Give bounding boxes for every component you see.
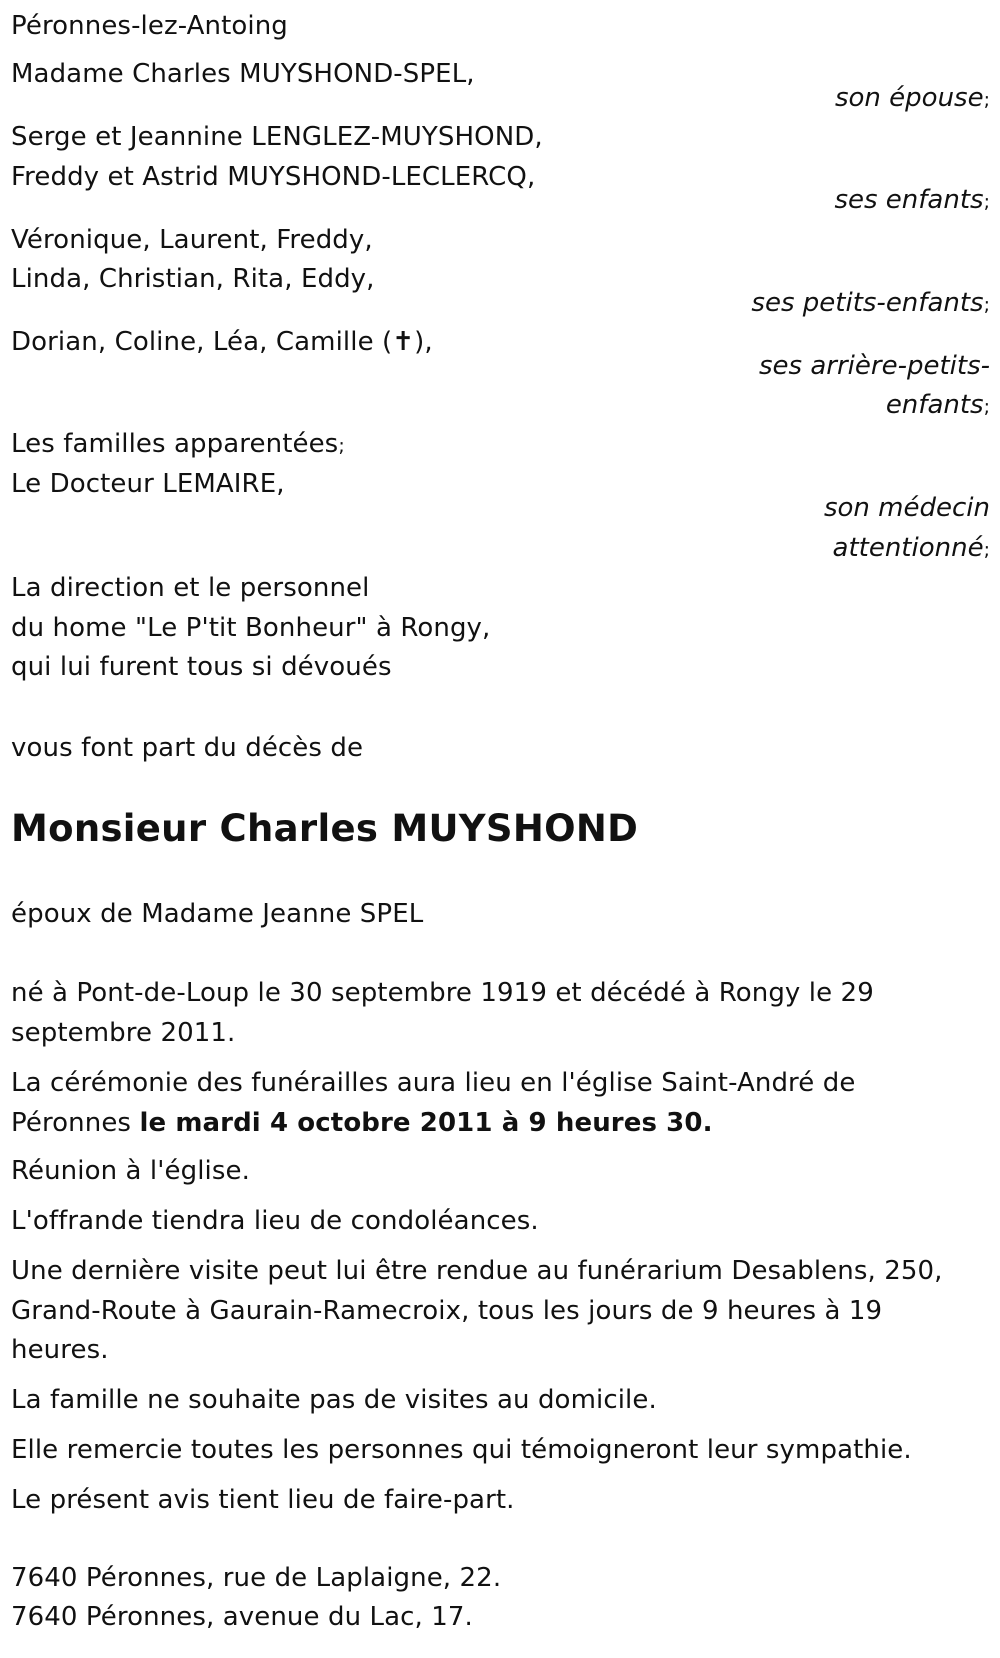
relation-label: ses enfants; <box>834 185 990 215</box>
thanks-text: Elle remercie toutes les personnes qui témoigneront leur sympathie. <box>11 1435 912 1465</box>
relation-label: ses petits-enfants; <box>751 288 990 318</box>
spouse-line: époux de Madame Jeanne SPEL <box>11 899 424 929</box>
family-line: Serge et Jeannine LENGLEZ-MUYSHOND, <box>11 122 543 152</box>
family-line: Véronique, Laurent, Freddy, <box>11 225 373 255</box>
notice-text: Le présent avis tient lieu de faire-part. <box>11 1485 515 1515</box>
birth-death-text: septembre 2011. <box>11 1018 236 1048</box>
ceremony-date: le mardi 4 octobre 2011 à 9 heures 30. <box>139 1108 713 1138</box>
family-line: Freddy et Astrid MUYSHOND-LECLERCQ, <box>11 162 536 192</box>
offering-text: L'offrande tiendra lieu de condoléances. <box>11 1206 539 1236</box>
no-visits-text: La famille ne souhaite pas de visites au domicile. <box>11 1385 657 1415</box>
ceremony-text: La cérémonie des funérailles aura lieu en l'église Saint-André de <box>11 1068 856 1098</box>
visit-text: heures. <box>11 1335 109 1365</box>
family-line: du home "Le P'tit Bonheur" à Rongy, <box>11 613 491 643</box>
visit-text: Une dernière visite peut lui être rendue au funérarium Desablens, 250, <box>11 1256 943 1286</box>
family-line: Le Docteur LEMAIRE, <box>11 469 285 499</box>
relation-label: ses arrière-petits- <box>759 351 990 381</box>
cross-icon: ✝ <box>392 327 415 357</box>
announcement-text: vous font part du décès de <box>11 733 364 763</box>
relation-label: son médecin <box>823 493 990 523</box>
relation-label: attentionné; <box>832 533 990 563</box>
address-line: 7640 Péronnes, avenue du Lac, 17. <box>11 1602 473 1632</box>
deceased-name-heading: Monsieur Charles MUYSHOND <box>11 807 639 850</box>
meeting-text: Réunion à l'église. <box>11 1156 250 1186</box>
relation-label: son épouse; <box>834 83 990 113</box>
family-line: La direction et le personnel <box>11 573 370 603</box>
relation-label: enfants; <box>885 390 990 420</box>
family-line: Dorian, Coline, Léa, Camille (✝), <box>11 327 433 357</box>
birth-death-text: né à Pont-de-Loup le 30 septembre 1919 et décédé à Rongy le 29 <box>11 978 874 1008</box>
family-line: Madame Charles MUYSHOND-SPEL, <box>11 59 475 89</box>
location-header: Péronnes-lez-Antoing <box>11 11 288 41</box>
address-line: 7640 Péronnes, rue de Laplaigne, 22. <box>11 1563 502 1593</box>
family-line: qui lui furent tous si dévoués <box>11 652 392 682</box>
ceremony-text: Péronnes le mardi 4 octobre 2011 à 9 heures 30. <box>11 1108 713 1138</box>
visit-text: Grand-Route à Gaurain-Ramecroix, tous les jours de 9 heures à 19 <box>11 1296 883 1326</box>
family-line: Linda, Christian, Rita, Eddy, <box>11 264 375 294</box>
family-line: Les familles apparentées; <box>11 429 345 459</box>
